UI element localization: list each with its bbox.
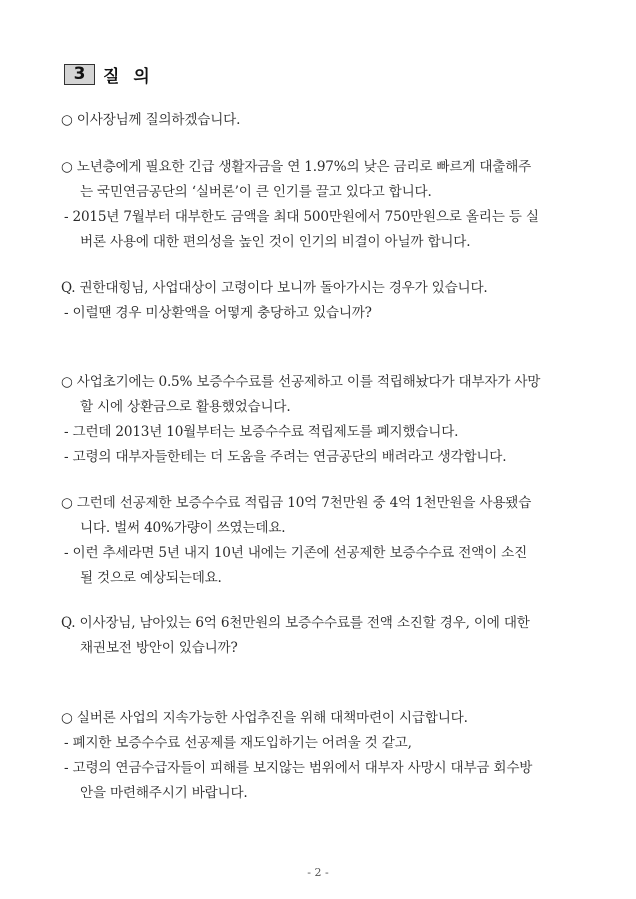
- section-number-box: 3: [64, 64, 95, 85]
- paragraph-line: 할 시에 상환금으로 활용했었습니다.: [80, 399, 291, 415]
- question-line: 채권보전 방안이 있습니까?: [80, 640, 238, 656]
- paragraph-line: 될 것으로 예상되는데요.: [80, 570, 222, 586]
- section-heading: [64, 62, 154, 87]
- paragraph-line: - 그런데 2013년 10월부터는 보증수수료 적립제도를 폐지했습니다.: [64, 424, 459, 440]
- question-line: Q. 권한대힝님, 사업대상이 고령이다 보니까 돌아가시는 경우가 있습니다.: [61, 280, 488, 296]
- paragraph-line: 는 국민연금공단의 ‘실버론’이 큰 인기를 끌고 있다고 합니다.: [80, 184, 432, 200]
- paragraph-line: - 폐지한 보증수수료 선공제를 재도입하기는 어려울 것 같고,: [64, 735, 412, 751]
- paragraph-line: 니다. 벌써 40%가량이 쓰였는데요.: [80, 520, 286, 536]
- paragraph-line: 버론 사용에 대한 편의성을 높인 것이 인기의 비결이 아닐까 합니다.: [80, 234, 471, 250]
- paragraph-line: ○ 실버론 사업의 지속가능한 사업추진을 위해 대책마련이 시급합니다.: [61, 710, 468, 726]
- question-line: Q. 이사장님, 남아있는 6억 6천만원의 보증수수료를 전액 소진할 경우, 이에 대한: [61, 615, 530, 631]
- paragraph-line: ○ 이사장님께 질의하겠습니다.: [61, 112, 241, 128]
- paragraph-line: - 이럴땐 경우 미상환액을 어떻게 충당하고 있습니까?: [64, 305, 372, 321]
- section-title: 질 의: [103, 67, 154, 87]
- paragraph-line: - 2015년 7월부터 대부한도 금액을 최대 500만원에서 750만원으로 올리는 등 실: [64, 209, 539, 225]
- page-number: - 2 -: [307, 866, 329, 879]
- paragraph-line: - 고령의 연금수급자들이 피해를 보지않는 범위에서 대부자 사망시 대부금 회수방: [64, 760, 533, 776]
- paragraph-line: ○ 사업초기에는 0.5% 보증수수료를 선공제하고 이를 적립해놨다가 대부자가 사망: [61, 374, 541, 390]
- paragraph-line: ○ 그런데 선공제한 보증수수료 적립금 10억 7천만원 중 4억 1천만원을 사용됐습: [61, 495, 532, 511]
- paragraph-line: ○ 노년층에게 필요한 긴급 생활자금을 연 1.97%의 낮은 금리로 빠르게 대출해주: [61, 159, 532, 175]
- paragraph-line: - 이런 추세라면 5년 내지 10년 내에는 기존에 선공제한 보증수수료 전액이 소진: [64, 545, 528, 561]
- paragraph-line: - 고령의 대부자들한테는 더 도움을 주려는 연금공단의 배려라고 생각합니다.: [64, 449, 507, 465]
- paragraph-line: 안을 마련해주시기 바랍니다.: [80, 785, 248, 801]
